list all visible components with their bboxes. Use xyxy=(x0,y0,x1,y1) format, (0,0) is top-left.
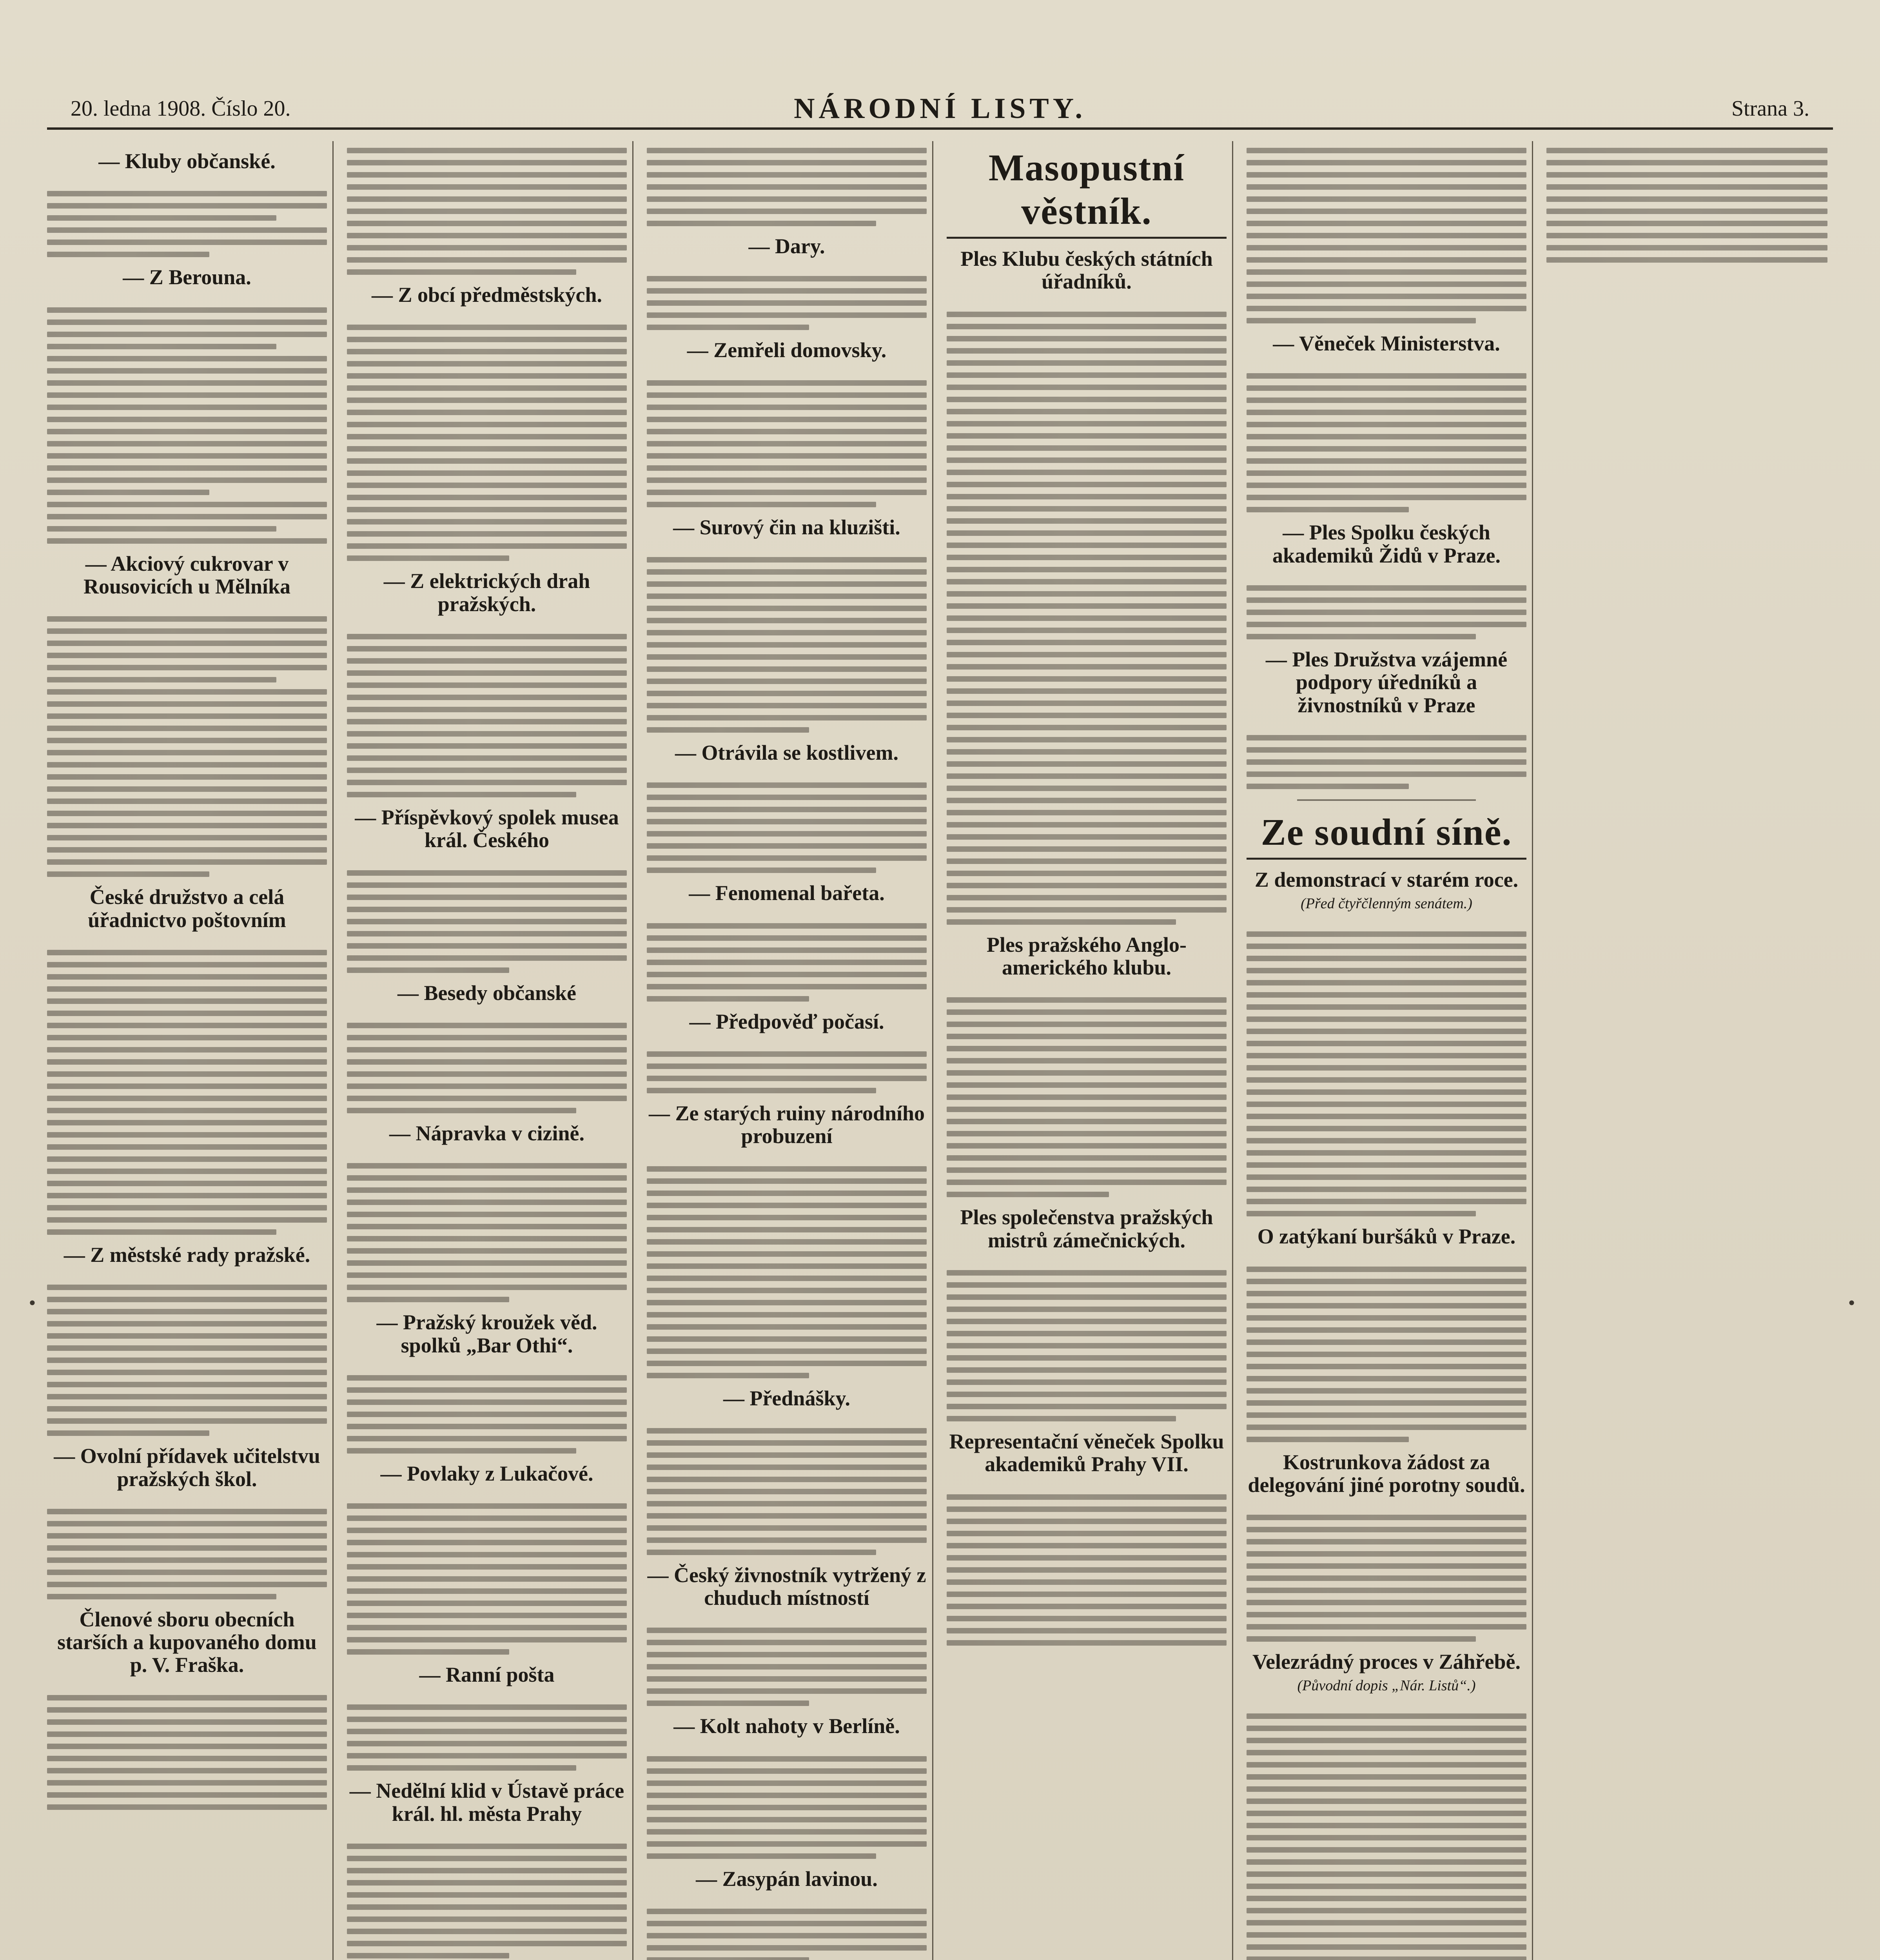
article-body xyxy=(47,176,327,184)
article-title: — Otrávila se kostlivem. xyxy=(675,740,898,764)
article xyxy=(1247,1225,1526,1442)
article xyxy=(347,148,627,275)
article xyxy=(647,1387,927,1555)
article-title: — Věneček Ministerstva. xyxy=(1273,332,1500,355)
article xyxy=(647,516,927,733)
article-subtitle: (Před čtyřčlenným senátem.) xyxy=(1301,895,1472,912)
column-4 xyxy=(947,141,1233,1960)
article xyxy=(947,1206,1227,1421)
article-body xyxy=(1247,917,1526,925)
article-title: — Nedělní klid v Ústavě práce král. hl. města Prahy xyxy=(349,1779,624,1826)
article xyxy=(47,886,327,1235)
article xyxy=(347,982,627,1113)
article-title: — Kluby občanské. xyxy=(98,149,276,173)
column-2 xyxy=(347,141,633,1960)
article-body xyxy=(1247,1500,1526,1508)
article xyxy=(1546,148,1827,263)
article-title: Representační věneček Spolku akademiků Prahy VII. xyxy=(949,1429,1224,1476)
article xyxy=(47,1445,327,1599)
article xyxy=(647,1867,927,1960)
section xyxy=(1247,799,1526,860)
article-body xyxy=(47,1494,327,1502)
article-body xyxy=(347,856,627,864)
article-title: — Kolt nahoty v Berlíně. xyxy=(673,1714,900,1738)
article-title: — Z obcí předměstských. xyxy=(371,283,602,307)
binding-mark-icon: • xyxy=(27,1294,37,1313)
article xyxy=(647,235,927,330)
column-1 xyxy=(47,141,334,1960)
article xyxy=(947,247,1227,925)
article xyxy=(1247,648,1526,789)
article-body xyxy=(647,261,927,269)
article xyxy=(347,1311,627,1454)
article-body xyxy=(47,1270,327,1278)
article xyxy=(647,1102,927,1378)
article-title: — Nápravka v cizině. xyxy=(389,1121,584,1145)
article-body xyxy=(647,909,927,916)
article-title: Velezrádný proces v Záhřebě. xyxy=(1252,1650,1521,1674)
article-body xyxy=(647,366,927,374)
column-5 xyxy=(1247,141,1533,1960)
article-title: — Z elektrických drah pražských. xyxy=(383,569,590,616)
article xyxy=(47,150,327,257)
article xyxy=(647,1010,927,1093)
article xyxy=(47,266,327,543)
article xyxy=(47,552,327,877)
article-body xyxy=(347,1690,627,1698)
article-title: České družstvo a celá úřadnictvo poštovním xyxy=(88,885,286,932)
article-body xyxy=(647,1742,927,1749)
page-number: Strana 3. xyxy=(1731,96,1809,121)
article-body xyxy=(647,768,927,776)
article-body xyxy=(1247,1252,1526,1260)
article xyxy=(1247,148,1526,323)
article-body xyxy=(947,1256,1227,1263)
article-body xyxy=(47,935,327,943)
article-title: — Fenomenal bařeta. xyxy=(689,881,885,905)
article-body xyxy=(1247,1699,1526,1707)
article xyxy=(647,1564,927,1706)
article xyxy=(1247,521,1526,639)
column-6 xyxy=(1546,141,1833,1960)
masthead-title: NÁRODNÍ LISTY. xyxy=(794,93,1086,125)
article xyxy=(1247,332,1526,512)
article xyxy=(1247,1650,1526,1960)
article xyxy=(347,1779,627,1958)
article xyxy=(647,741,927,873)
article-title: — Ranní pošta xyxy=(419,1663,555,1687)
article xyxy=(347,806,627,973)
article xyxy=(347,570,627,797)
article xyxy=(47,1243,327,1436)
article-body xyxy=(347,1149,627,1156)
article-title: — Besedy občanské xyxy=(397,981,577,1005)
article xyxy=(647,339,927,507)
article-title: — Předpověď počasí. xyxy=(689,1009,884,1033)
article xyxy=(347,1122,627,1302)
article-body xyxy=(347,1489,627,1497)
issue-date: 20. ledna 1908. Číslo 20. xyxy=(71,96,291,121)
article-body xyxy=(47,602,327,610)
article-title: — Zasypán lavinou. xyxy=(696,1867,878,1891)
article-body xyxy=(647,1894,927,1902)
article-title: O zatýkaní buršáků v Praze. xyxy=(1257,1225,1516,1249)
article-title: Ples pražského Anglo-amerického klubu. xyxy=(986,933,1187,979)
article xyxy=(647,148,927,226)
article-title: — Český živnostník vytržený z chuduch místností xyxy=(647,1563,926,1610)
article-body xyxy=(647,1414,927,1421)
article-title: — Dary. xyxy=(748,234,825,258)
article-body xyxy=(47,1681,327,1688)
article-title: — Z Berouna. xyxy=(123,265,251,289)
article-title: Ples Klubu českých státních úřadníků. xyxy=(960,247,1213,294)
article-body xyxy=(1247,359,1526,367)
article-title: Z demonstrací v starém roce. xyxy=(1254,867,1519,891)
article-body xyxy=(347,619,627,627)
article-body xyxy=(347,310,627,318)
page-header xyxy=(47,80,1833,130)
article xyxy=(1247,868,1526,1216)
article-title: — Akciový cukrovar v Rousovicích u Mělníka xyxy=(83,552,291,598)
article-body xyxy=(347,1829,627,1837)
article-title: — Pražský kroužek věd. spolků „Bar Othi“. xyxy=(376,1310,597,1357)
article-title: Členové sboru obecních starších a kupovaného domu p. V. Fraška. xyxy=(57,1607,317,1677)
section-heading: Ze soudní síně. xyxy=(1261,811,1512,853)
section xyxy=(947,146,1227,239)
article xyxy=(47,1608,327,1810)
article xyxy=(347,283,627,561)
article xyxy=(647,882,927,1001)
article xyxy=(1247,1451,1526,1642)
article-body xyxy=(647,1613,927,1621)
article xyxy=(347,1462,627,1655)
article-title: — Z městské rady pražské. xyxy=(64,1243,310,1267)
article-body xyxy=(47,293,327,301)
article-title: — Přednášky. xyxy=(723,1386,851,1410)
article-body xyxy=(947,297,1227,305)
article-body xyxy=(647,1037,927,1045)
section-heading: Masopustní věstník. xyxy=(988,147,1185,232)
article-title: — Surový čin na kluzišti. xyxy=(673,515,900,539)
article-title: — Ze starých ruiny národního probuzení xyxy=(648,1101,925,1148)
article-body xyxy=(347,1008,627,1016)
article xyxy=(347,1663,627,1771)
article-body xyxy=(647,543,927,550)
article-title: — Ples Družstva vzájemné podpory úředníků a živnostníků v Praze xyxy=(1265,647,1508,717)
article-title: — Povlaky z Lukačové. xyxy=(380,1461,593,1485)
article-title: Kostrunkova žádost za delegování jiné porotny soudů. xyxy=(1248,1450,1525,1497)
article xyxy=(947,1430,1227,1646)
article-title: — Ovolní přídavek učitelstvu pražských škol. xyxy=(54,1444,320,1491)
article-body xyxy=(1247,720,1526,728)
article-title: — Zemřeli domovsky. xyxy=(687,338,887,362)
article-body xyxy=(947,1480,1227,1488)
binding-mark-icon: • xyxy=(1847,1294,1856,1313)
article xyxy=(947,933,1227,1198)
article-body xyxy=(1247,571,1526,579)
article-title: Ples společenstva pražských mistrů zámečnických. xyxy=(960,1205,1213,1252)
article xyxy=(647,1715,927,1858)
article-body xyxy=(347,1361,627,1368)
text-columns xyxy=(47,141,1833,1960)
article-body xyxy=(947,983,1227,991)
article-title: — Ples Spolku českých akademiků Židů v Praze. xyxy=(1272,521,1501,567)
article-title: — Příspěvkový spolek musea král. Českého xyxy=(355,805,619,852)
article-body xyxy=(647,1152,927,1160)
article-subtitle: (Původní dopis „Nár. Listů“.) xyxy=(1297,1677,1476,1694)
column-3 xyxy=(647,141,933,1960)
